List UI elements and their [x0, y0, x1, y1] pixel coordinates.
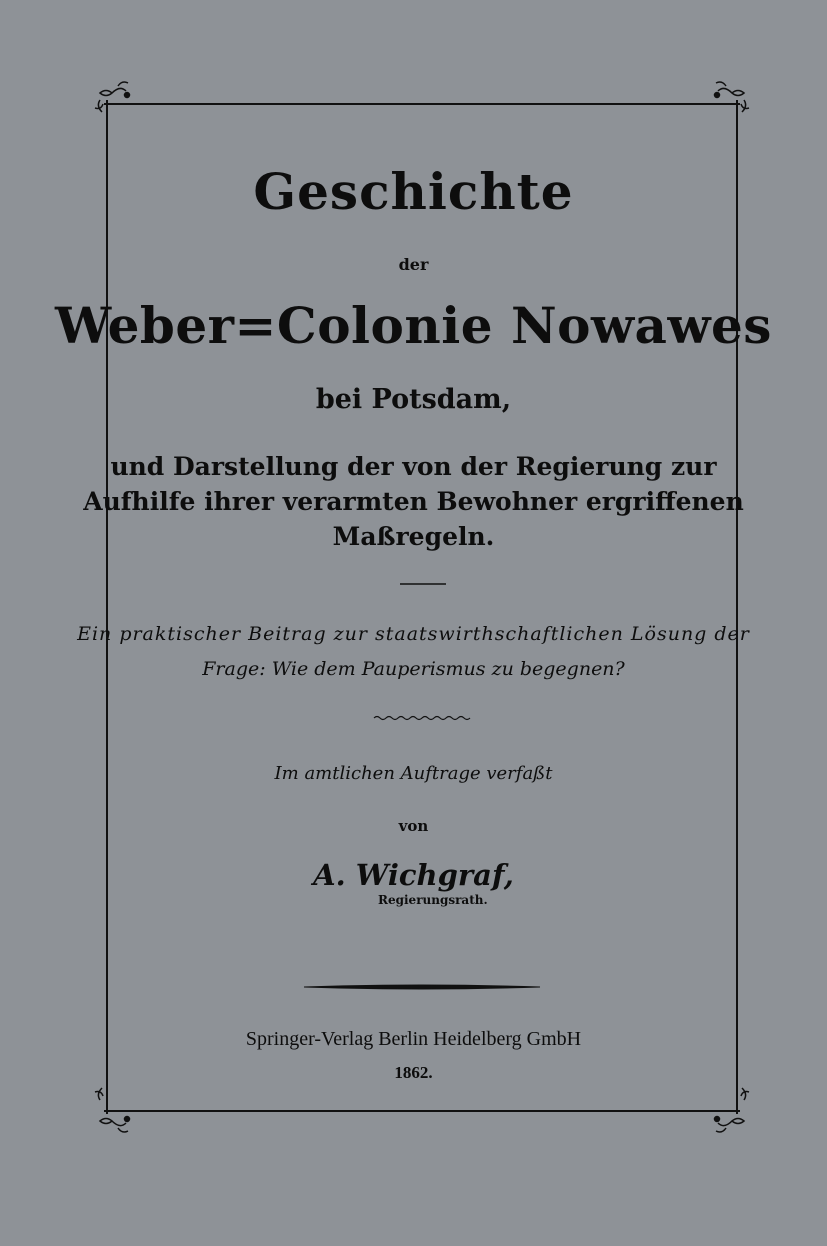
- commission-note: Im amtlichen Auftrage verfaßt: [274, 763, 553, 784]
- subtitle-line-1: und Darstellung der von der Regierung zur: [110, 452, 717, 481]
- subtitle-line-2: Aufhilfe ihrer verarmten Bewohner ergriffenen: [83, 487, 744, 516]
- subtitle-line-3: Maßregeln.: [332, 522, 495, 551]
- author-name: A. Wichgraf,: [313, 858, 514, 892]
- contribution-line-1: Ein praktischer Beitrag zur staatswirthschaftlichen Lösung der: [77, 623, 750, 645]
- title-place: bei Potsdam,: [315, 384, 512, 415]
- ornament-corner-top-right-icon: [715, 82, 750, 112]
- book-title-colony: Weber=Colonie Nowawes: [55, 296, 772, 355]
- divider-wavy: [374, 717, 470, 720]
- publication-year: 1862.: [394, 1063, 433, 1082]
- author-title: Regierungsrath.: [378, 893, 488, 907]
- book-title: Geschichte: [253, 162, 574, 221]
- contribution-line-2: Frage: Wie dem Pauperismus zu begegnen?: [202, 658, 625, 680]
- publisher: Springer-Verlag Berlin Heidelberg GmbH: [245, 1028, 582, 1050]
- title-connector: der: [398, 255, 429, 274]
- divider-swelled-rule: [304, 985, 540, 989]
- by-label: von: [398, 817, 429, 835]
- ornament-corner-top-left-icon: [95, 82, 130, 112]
